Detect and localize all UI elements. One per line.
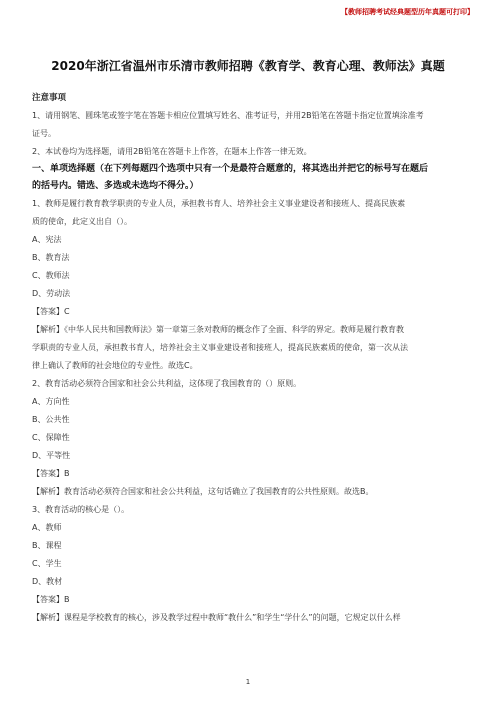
text-line: 1、请用钢笔、圆珠笔或签字笔在答题卡相应位置填写姓名、准考证号，并用2B铅笔在答题卡指定位置填涂准考 <box>32 111 424 120</box>
text-line: 学职责的专业人员，承担教书育人，培养社会主义事业建设者和接班人，提高民族素质的使命，第一次从法 <box>32 343 408 352</box>
text-line: D、平等性 <box>32 451 71 460</box>
text-line: 3、教育活动的核心是（）。 <box>32 505 130 514</box>
text-line: A、教师 <box>32 523 62 532</box>
header-note: 【教师招聘考试经典题型历年真题可打印】 <box>341 8 474 16</box>
page-title: 2020年浙江省温州市乐清市教师招聘《教育学、教育心理、教师法》真题 <box>51 59 445 73</box>
text-line: 质的使命，此定义出自（）。 <box>32 217 132 226</box>
text-line: D、劳动法 <box>32 289 71 298</box>
text-line: 1、教师是履行教育教学职责的专业人员，承担教书育人、培养社会主义事业建设者和接班人、提高民族素 <box>32 199 406 208</box>
text-line: B、公共性 <box>32 415 70 424</box>
text-line: C、学生 <box>32 559 62 568</box>
text-line: 证号。 <box>32 129 56 138</box>
text-line: A、宪法 <box>32 235 62 244</box>
text-line: A、方向性 <box>32 397 70 406</box>
section-heading: 的括号内。错选、多选或未选均不得分。） <box>32 181 199 191</box>
notice-heading: 注意事项 <box>32 93 67 103</box>
text-line: 律上确认了教师的社会地位的专业性。故选C。 <box>32 361 198 370</box>
text-line: C、教师法 <box>32 271 70 280</box>
text-line: C、保障性 <box>32 433 70 442</box>
answer-line: 【答案】B <box>32 595 70 604</box>
text-line: D、教材 <box>32 577 63 586</box>
text-line: B、课程 <box>32 541 62 550</box>
text-line: 【解析】课程是学校教育的核心，涉及教学过程中教师“教什么”和学生“学什么”的问题，它规定以什么样 <box>32 613 401 622</box>
answer-line: 【答案】C <box>32 307 70 316</box>
document-body <box>32 89 466 627</box>
text-line: 【解析】《中华人民共和国教师法》第一章第三条对教师的概念作了全面、科学的界定。教师是履行教育教 <box>32 325 404 334</box>
page-number: 1 <box>245 678 251 686</box>
section-heading: 一、单项选择题（在下列每题四个选项中只有一个是最符合题意的，将其选出并把它的标号写在题后 <box>32 164 429 174</box>
text-line: B、教育法 <box>32 253 70 262</box>
text-line: 2、教育活动必须符合国家和社会公共利益，这体现了我国教育的（）原则。 <box>32 379 302 388</box>
text-line: 2、本试卷均为选择题，请用2B铅笔在答题卡上作答，在题本上作答一律无效。 <box>32 147 312 156</box>
text-line: 【解析】教育活动必须符合国家和社会公共利益，这句话确立了我国教育的公共性原则。故选B。 <box>32 487 374 496</box>
answer-line: 【答案】B <box>32 469 70 478</box>
